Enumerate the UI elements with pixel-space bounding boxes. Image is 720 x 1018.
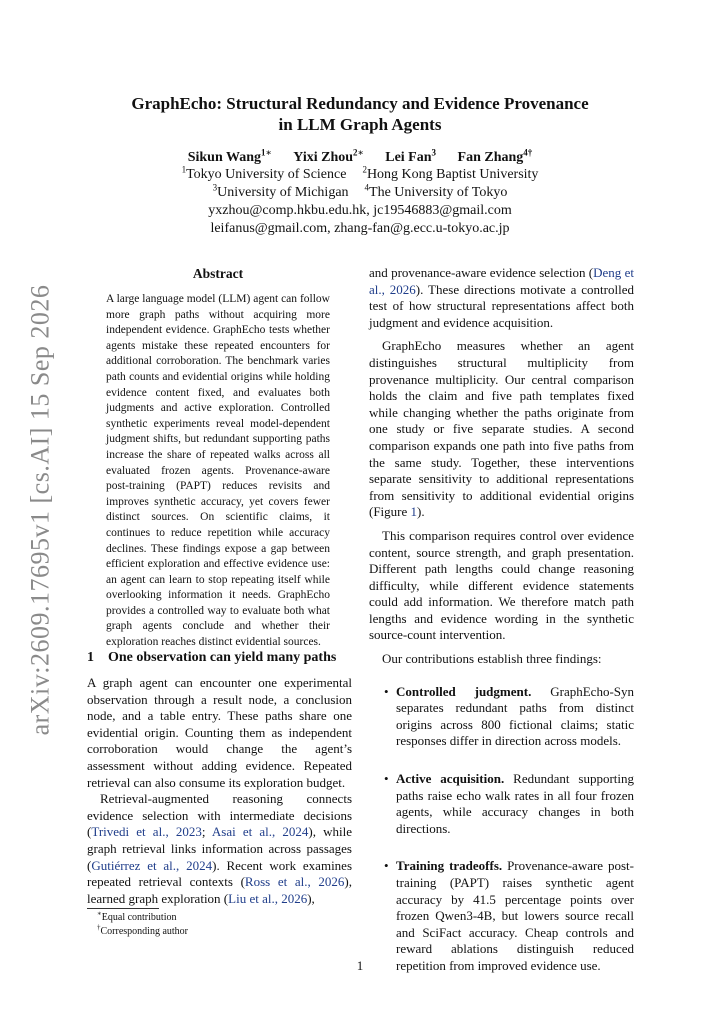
affiliation-line-1: $^1$Tokyo University of Science $^2$Hong Kong Baptist University [181, 164, 539, 182]
bullet-icon: • [384, 771, 389, 787]
section-heading [87, 650, 357, 666]
email-line-1: yxzhou@comp.hkbu.edu.hk, jc19546883@gmail.com [208, 203, 512, 218]
citation-link[interactable]: Ross et al., 2026 [244, 874, 345, 890]
citation-link[interactable]: Deng et al., 2026 [369, 265, 635, 297]
arxiv-id: arXiv:2609.17695v1 [cs.AI] 15 Sep 2026 [25, 284, 54, 736]
paragraph: GraphEcho measures whether an agent distinguishes structural multiplicity from provenance multiplicity. Our central comparison holds the claim and five path templates fixed while changing whether the paths originate from one study or five separate studies. A second comparison expands one path into five paths from the same study. Together, these interventions separate sensitivity to additional representations from sensitivity to additional evidential origins (Figure 1). [369, 338, 634, 520]
citation-link[interactable]: Trivedi et al., 2023 [91, 824, 202, 840]
section-number: 1 [87, 650, 94, 665]
contribution-list [369, 684, 634, 975]
left-column-body [87, 675, 352, 907]
title-line-1: GraphEcho: Structural Redundancy and Evidence Provenance [131, 94, 589, 113]
paragraph: This comparison requires control over evidence content, source strength, and graph presentation. Different path lengths could change reasoning difficulty, while different evidence statements could add information. We therefore match path lengths and evidence wording in the synthetic source-count intervention. [369, 527, 634, 643]
bullet-icon: • [384, 683, 389, 699]
footnote: ∗Equal contribution [97, 909, 177, 923]
right-column-body [369, 265, 634, 996]
paragraph: and provenance-aware evidence selection (Deng et al., 2026). These directions motivate a controlled test of how structural representations affect both judgment and evidence acquisition. [369, 265, 635, 330]
author: Lei Fan$^3$ [385, 147, 437, 165]
author: Yixi Zhou$^{2∗}$ [293, 147, 364, 165]
list-item: • Training tradeoffs. Provenance-aware post-training (PAPT) raises synthetic agent accuracy by 41.5 percentage points over frozen Qwen3-4B, but lowers source recall and SciFact accuracy. Cheap controls and reward ablations distinguish reduced repetition from improved evidence use. [384, 858, 634, 973]
list-item: • Controlled judgment. GraphEcho-Syn separates redundant paths from distinct origins across 800 fictional claims; static responses differ in direction across models. [384, 683, 634, 749]
author-list [90, 149, 630, 167]
email-line-2: leifanus@gmail.com, zhang-fan@g.ecc.u-tokyo.ac.jp [210, 221, 510, 236]
list-item: • Active acquisition. Redundant supporting paths raise echo walk rates in all four frozen agents, while accuracy changes in both directions. [384, 771, 635, 836]
footnote: †Corresponding author [97, 923, 188, 937]
footnotes [97, 911, 357, 938]
author: Sikun Wang$^{1∗}$ [187, 147, 272, 165]
paper-title [90, 93, 630, 135]
affiliation-line-2: $^3$University of Michigan $^4$The University of Tokyo [212, 182, 508, 200]
abstract-heading: Abstract [192, 266, 244, 281]
paragraph: A graph agent can encounter one experimental observation through a result node, a conclusion node, and a table entry. These paths share one evidential origin. Counting them as independent corroboration would change the agent’s assessment without adding evidence. Repeated retrieval can also consume its exploration budget. [87, 675, 352, 790]
author: Fan Zhang$^{4\dagger}$ [457, 147, 533, 165]
figure-link[interactable]: 1 [410, 504, 418, 520]
arxiv-stamp [10, 284, 70, 736]
bullet-icon: • [384, 858, 389, 874]
citation-link[interactable]: Liu et al., 2026 [228, 890, 308, 906]
abstract-text: A large language model (LLM) agent can follow more graph paths without acquiring more independent evidence. GraphEcho tests whether agents mistake these repeated encounters for additional corroboration. The benchmark varies path counts and evidential origins while holding evidence content fixed, and evaluates both judgments and active exploration. Controlled synthetic experiments reveal model-dependent judgment shifts, but redundant supporting paths increase the share of repeated walks across all evaluated frozen agents. Provenance-aware post-training (PAPT) reduces revisits and improves synthetic accuracy, yet covers fewer distinct sources. On scientific claims, it continues to reduce repetition while accuracy declines. These findings expose a gap between efficient exploration and effective evidence use: an agent can learn to stop repeating itself while overlooking information it needs. GraphEcho provides a controlled way to evaluate both what graph agents conclude and whether their exploration reaches distinct evidential sources. [106, 293, 330, 649]
paragraph: Retrieval-augmented reasoning connects evidence selection with intermediate decisions (Trivedi et al., 2023; Asai et al., 2024), while graph retrieval links information across passages (Gutiérrez et al., 2024). Recent work examines repeated retrieval contexts (Ross et al., 2026), learned graph exploration (Liu et al., 2026), [87, 791, 353, 906]
page-number: 1 [356, 958, 364, 973]
citation-link[interactable]: Asai et al., 2024 [211, 824, 309, 840]
affiliations [90, 166, 630, 238]
section-title: One observation can yield many paths [108, 650, 337, 665]
title-line-2: in LLM Graph Agents [278, 115, 442, 134]
citation-link[interactable]: Gutiérrez et al., 2024 [91, 857, 213, 873]
paragraph: Our contributions establish three findings: [382, 651, 602, 667]
